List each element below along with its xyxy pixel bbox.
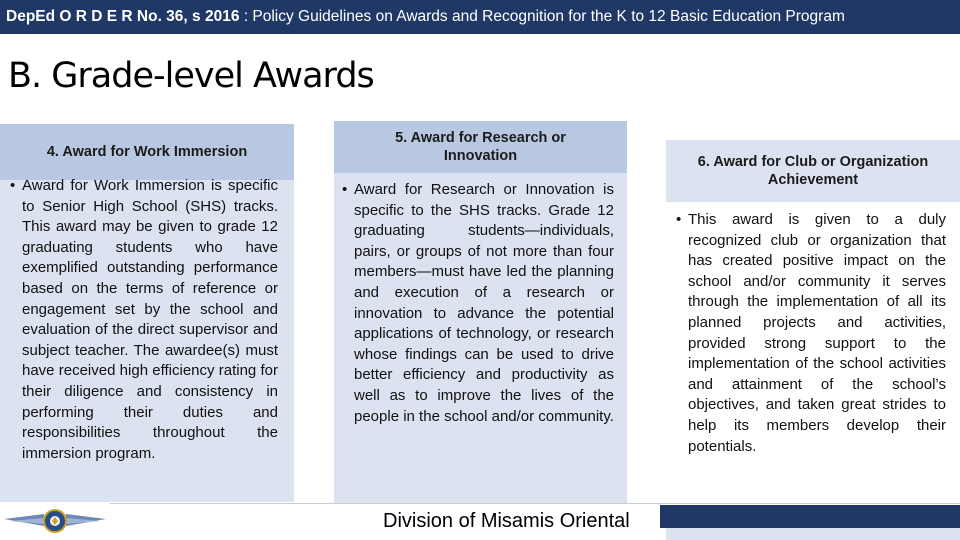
footer-accent-strip	[666, 528, 960, 540]
section-title: B. Grade-level Awards	[8, 56, 374, 96]
award-description-research-innovation	[342, 180, 614, 427]
header-bar	[0, 0, 960, 34]
award-heading-work-immersion: 4. Award for Work Immersion	[0, 124, 294, 180]
award-description-work-immersion	[10, 176, 278, 464]
award-heading-research-innovation: 5. Award for Research or Innovation	[334, 121, 627, 173]
award-text: Award for Research or Innovation is specific to the SHS tracks. Grade 12 graduating students—individuals, pairs, or groups of not more than four members—must have led the planning and execution of a research or innovation to advance the potential applications of technology, or research whose findings can be used to drive better efficiency and productivity as well as to improve the lives of the people in the school and/or community.	[354, 181, 614, 425]
footer-divider	[94, 503, 960, 504]
award-text: Award for Work Immersion is specific to Senior High School (SHS) tracks. This award may be given to grade 12 graduating students who have exemplified outstanding performance based on the terms of reference or engagement set by the school and evaluation of the direct supervisor and subject teacher. The awardee(s) must have received high efficiency rating for their diligence and consistency in performing their duties and responsibilities throughout the immersion program.	[22, 177, 278, 462]
order-number: DepEd O R D E R No. 36, s 2016	[6, 8, 240, 25]
footer-division-name: Division of Misamis Oriental	[383, 510, 630, 532]
division-seal-logo-icon	[0, 503, 110, 540]
award-heading-club-organization: 6. Award for Club or Organization Achievement	[666, 140, 960, 202]
bullet: •	[342, 181, 348, 198]
order-title: : Policy Guidelines on Awards and Recognition for the K to 12 Basic Education Program	[239, 8, 845, 25]
bullet: •	[676, 211, 682, 228]
bullet: •	[10, 177, 16, 194]
footer-accent-band	[660, 505, 960, 528]
award-description-club-organization	[676, 210, 946, 457]
award-text: This award is given to a duly recognized club or organization that has created positive impact on the school and/or community it serves through the implementation of all its planned projects and activities, provided strong support to the implementation of the school activities and attainment of the school’s objectives, and taken great strides to help its members develop their potentials.	[688, 211, 946, 455]
